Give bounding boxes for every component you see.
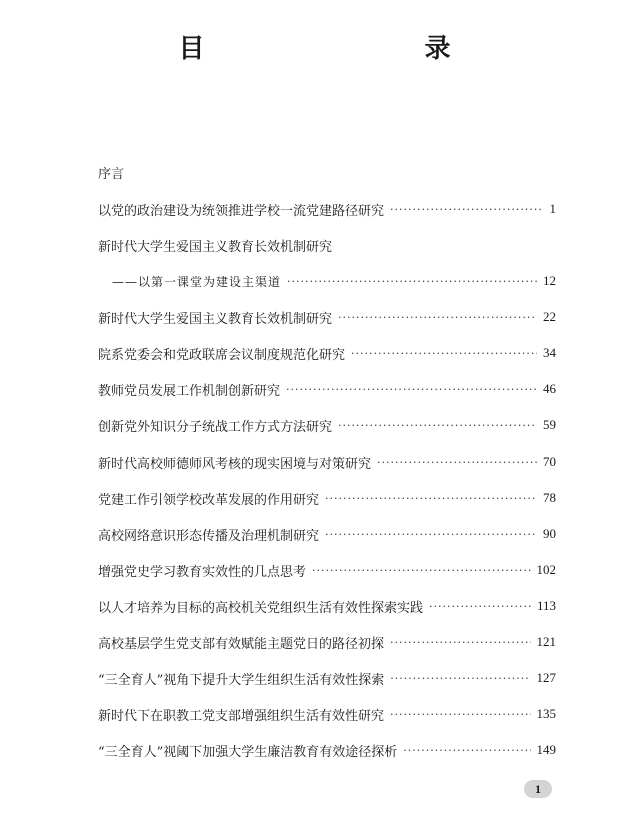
toc-entry[interactable] [98, 630, 556, 654]
toc-entry[interactable] [98, 160, 556, 184]
page-title: 目 录 [178, 34, 507, 64]
toc-entry-page: 1 [549, 201, 556, 216]
toc-entry[interactable] [98, 486, 556, 510]
toc-subentry[interactable] [98, 269, 556, 293]
toc-entry-title: 新时代下在职教工党支部增强组织生活有效性研究 [98, 708, 385, 724]
dot-leader [312, 564, 530, 577]
toc-entry-page: 149 [536, 742, 556, 757]
toc-entry-title: “三全育人”视角下提升大学生组织生活有效性探索 [98, 672, 385, 688]
dot-leader [338, 419, 537, 432]
toc-entry[interactable] [98, 377, 556, 401]
dot-leader [403, 744, 530, 757]
toc-entry-title: 高校网络意识形态传播及治理机制研究 [98, 528, 320, 544]
dot-leader [390, 636, 530, 649]
toc-entry-page: 127 [536, 670, 556, 685]
toc-entry-page: 59 [543, 417, 556, 432]
toc-entry[interactable] [98, 450, 556, 474]
dot-leader [325, 528, 537, 541]
dot-leader [390, 708, 530, 721]
toc-entry[interactable] [98, 594, 556, 618]
toc-entry-page: 113 [536, 598, 556, 613]
toc-entry[interactable] [98, 305, 556, 329]
toc-entry-title: “三全育人”视阈下加强大学生廉洁教育有效途径探析 [98, 744, 398, 760]
dot-leader [429, 600, 531, 613]
toc-entry[interactable] [98, 341, 556, 365]
dot-leader [286, 383, 537, 396]
toc-entry[interactable] [98, 522, 556, 546]
toc-entry-page: 135 [536, 706, 556, 721]
toc-entry-title: 教师党员发展工作机制创新研究 [98, 383, 281, 399]
toc-entry-title: 以党的政治建设为统领推进学校一流党建路径研究 [98, 203, 385, 219]
toc-entry-title: ——以第一课堂为建设主渠道 [112, 274, 282, 289]
toc-entry[interactable] [98, 558, 556, 582]
toc-entry[interactable] [98, 233, 556, 257]
page-number: 1 [524, 780, 552, 798]
toc-entry-page: 90 [543, 526, 556, 541]
toc-entry-title: 新时代高校师德师风考核的现实困境与对策研究 [98, 456, 372, 472]
toc-entry[interactable] [98, 197, 556, 221]
toc-entry-title: 以人才培养为目标的高校机关党组织生活有效性探索实践 [98, 600, 424, 616]
toc-entry[interactable] [98, 738, 556, 762]
toc-entry[interactable] [98, 666, 556, 690]
toc-entry-page: 34 [543, 345, 556, 360]
toc-entry-title: 增强党史学习教育实效性的几点思考 [98, 564, 307, 580]
toc-entry-title: 新时代大学生爱国主义教育长效机制研究 [98, 239, 333, 255]
toc-entry-page: 46 [543, 381, 556, 396]
toc-entry-title: 高校基层学生党支部有效赋能主题党日的路径初探 [98, 636, 385, 652]
dot-leader [351, 347, 537, 360]
toc-entry[interactable] [98, 413, 556, 437]
toc-entry-title: 新时代大学生爱国主义教育长效机制研究 [98, 311, 333, 327]
toc-entry[interactable] [98, 702, 556, 726]
toc-entry-title: 院系党委会和党政联席会议制度规范化研究 [98, 347, 346, 363]
toc-entry-page: 121 [536, 634, 556, 649]
toc-entry-page: 70 [543, 454, 556, 469]
dot-leader [377, 456, 537, 469]
toc-entry-page: 12 [543, 273, 556, 288]
dot-leader [338, 311, 537, 324]
toc-entry-page: 22 [543, 309, 556, 324]
dot-leader [390, 672, 530, 685]
toc-entry-page: 102 [536, 562, 556, 577]
dot-leader [325, 492, 537, 505]
toc-entry-title: 序言 [98, 166, 125, 182]
toc-entry-page: 78 [543, 490, 556, 505]
toc-entry-title: 党建工作引领学校改革发展的作用研究 [98, 492, 320, 508]
dot-leader [287, 275, 537, 288]
toc-entry-title: 创新党外知识分子统战工作方式方法研究 [98, 419, 333, 435]
dot-leader [390, 203, 543, 216]
